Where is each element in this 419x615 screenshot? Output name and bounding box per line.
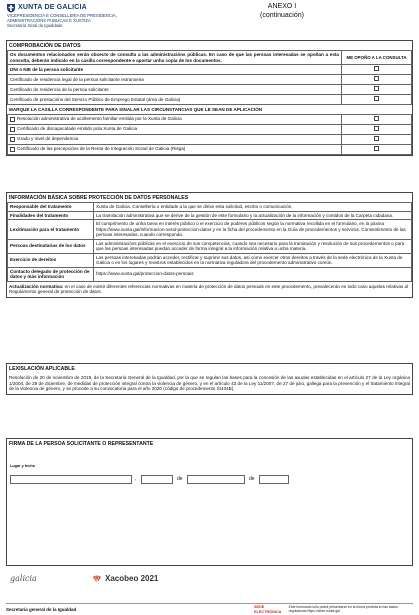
circumstance-label: Grado y nivel de dependencia bbox=[17, 136, 79, 142]
checkbox-cell bbox=[342, 124, 412, 134]
privacy-table bbox=[7, 202, 412, 282]
sede-electronica-block bbox=[254, 605, 414, 614]
dept-line: VICEPRESIDENCIA E CONSELLERÍA DE PRESIDENCIA, bbox=[7, 13, 117, 18]
oppose-checkbox[interactable] bbox=[374, 96, 379, 101]
signature-section bbox=[6, 438, 413, 566]
checkbox-cell bbox=[342, 85, 412, 95]
circumstance-row bbox=[8, 114, 342, 124]
privacy-label: Exercicio de dereitos bbox=[8, 253, 94, 267]
de-separator: de bbox=[249, 476, 255, 482]
privacy-text: La tramitación administrativa que se derive de la gestión de este formulario y la actualización de la información y contidos de la Carpeta cidadana. bbox=[94, 211, 412, 220]
circumstance-checkbox[interactable] bbox=[10, 137, 15, 142]
checkbox-cell bbox=[342, 144, 412, 154]
privacy-link[interactable]: https://www.xunta.gal/proteccion-datos-persoais bbox=[94, 267, 412, 281]
page-header bbox=[6, 3, 413, 39]
oppose-checkbox[interactable] bbox=[374, 146, 379, 151]
annex-title: ANEXO I bbox=[267, 3, 297, 10]
department-lines bbox=[6, 14, 206, 28]
checkbox-cell bbox=[342, 134, 412, 144]
footer-divider bbox=[6, 603, 413, 604]
oppose-checkbox[interactable] bbox=[374, 66, 379, 71]
sede-text: Este formulario sólo podrá presentarse en la forma prevista en las bases reguladoras https://sede.xunta.gal bbox=[288, 605, 398, 614]
verification-item: Certificado de prestacións del Servizo Público de Emprego Estatal (área de Galicia) bbox=[8, 95, 342, 105]
verification-item: Certificado de residencia legal de la persoa solicitante extranxeira bbox=[8, 75, 342, 85]
update-label: Actualización normativa: bbox=[9, 283, 64, 289]
galicia-logo: galicia bbox=[10, 574, 37, 583]
place-date-label: Lugar y fecha bbox=[10, 464, 35, 468]
update-text: en el caso de existir diferentes referencias normativas en materia de protección de datos persoais en este procedemento, prevalecerán en todo caso aquelas relativas al Regulamento general de protección de datos. bbox=[9, 283, 409, 295]
circumstance-row bbox=[8, 134, 342, 144]
section-title: FIRMA DE LA PERSOA SOLICITANTE O REPRESENTANTE bbox=[9, 441, 154, 447]
verification-table bbox=[7, 50, 412, 105]
circumstance-row bbox=[8, 124, 342, 134]
circumstances-title: MARQUE LA CASILLA CORRESPONDENTE PARA SINALAR LAS CIRCUNSTANCIAS QUE LE SEAN DE APLICACIÓN bbox=[9, 107, 263, 113]
xacobeo-text: Xacobeo 2021 bbox=[105, 574, 159, 584]
privacy-label: Contacto delegado de protección de datos y más información bbox=[8, 267, 94, 281]
circumstance-checkbox[interactable] bbox=[10, 117, 15, 122]
privacy-label: Lexitimación para el tratamento bbox=[8, 220, 94, 240]
privacy-label: Persoas destinatarias de los datos bbox=[8, 239, 94, 253]
circumstance-label: Resolución administrativa de acollemento familiar emitida por la Xunta de Galicia bbox=[17, 116, 182, 122]
oppose-checkbox[interactable] bbox=[374, 136, 379, 141]
xunta-logo-block bbox=[6, 3, 206, 28]
privacy-text: Xunta de Galicia. Consellería o entidade a la que se dirixe esta solicitud, escrito o comunicación. bbox=[94, 203, 412, 212]
xacobeo-shell-icon bbox=[92, 574, 102, 584]
privacy-text: Las administracións públicas en el exercicio de sus competencias, cuando sea necesario para la tramitación y resolución de sus procedementos o para que las persoas interesadas puedan acceder de forma integral a la información relativa a unha materia. bbox=[94, 239, 412, 253]
circumstance-label: Certificado de discapacidade emitido pola Xunta de Galicia bbox=[17, 126, 138, 132]
comma-separator: , bbox=[135, 476, 137, 482]
circumstance-row bbox=[8, 144, 342, 154]
section-title: LEXISLACIÓN APLICABLE bbox=[9, 366, 75, 372]
sede-logo: SEDE ELECTRÓNICA bbox=[254, 605, 282, 614]
data-verification-section bbox=[6, 40, 413, 156]
dept-line: ADMINISTRACIÓNS PÚBLICAS E XUSTIZA bbox=[7, 17, 91, 23]
page-footer bbox=[6, 570, 413, 615]
privacy-label: Responsable del tratamento bbox=[8, 203, 94, 212]
regulation-update-note bbox=[7, 282, 412, 297]
verification-item: DNI o NIE de la persoa solicitante bbox=[8, 65, 342, 75]
verification-intro: Os documentos relacionados serán obxecto de consulta a las administracións públicas. En caso de que las persoas interesadas se opoñan a esta consulta, deberán indicalo en la casilla correspondente e aportar unha copia de los documentos. bbox=[8, 51, 342, 65]
xacobeo-logo bbox=[92, 574, 158, 584]
xunta-shield-icon bbox=[6, 3, 16, 13]
oppose-checkbox[interactable] bbox=[374, 86, 379, 91]
legislation-text: Resolución de 20 de novembro de 2019, de la Secretaría General de la Igualdad, por la que se regulan las bases para la concesión de las axudas establecidas en el artículo 27 de la Ley orgánica 1/2004, de 28 de diciembre, de medidas de protección integral contra la violencia de género, y en el artículo 43 de la Ley 11/2007, de 27 de julio, gallega para la prevención y el tratamiento integral de la violencia de género, y se procede a su convocatoria para el año 2020 (código de procedemento SI434B). bbox=[9, 375, 410, 392]
oppose-checkbox[interactable] bbox=[374, 126, 379, 131]
privacy-text: El cumprimento de unha tarea en interés público o el exercicio de poderes públicos según la normativa recollida en el formulario, en la páxina https://www.xunta.gal/informacion-xeral-proteccion-datos y en la ficha del procedemento en la Guía de procedementos y servizos. Consentimento de las persoas interesadas, cuando corresponda. bbox=[94, 220, 412, 240]
circumstance-checkbox[interactable] bbox=[10, 127, 15, 132]
secretary-name: Secretaría general de la Igualdad bbox=[6, 607, 77, 612]
checkbox-cell bbox=[342, 114, 412, 124]
org-name: XUNTA DE GALICIA bbox=[18, 3, 87, 11]
section-title: COMPROBACIÓN DE DATOS bbox=[9, 43, 81, 49]
data-protection-section bbox=[6, 192, 413, 298]
circumstance-label: Certificado de las percepcións de la Renta de Integración Social de Galicia (Risga) bbox=[17, 146, 186, 152]
privacy-label: Finalidades del tratamento bbox=[8, 211, 94, 220]
circumstances-table bbox=[7, 114, 412, 155]
place-field[interactable] bbox=[10, 475, 132, 484]
annex-heading bbox=[242, 3, 322, 21]
checkbox-cell bbox=[342, 65, 412, 75]
month-field[interactable] bbox=[187, 475, 245, 484]
oppose-checkbox[interactable] bbox=[374, 116, 379, 121]
de-separator: de bbox=[177, 476, 183, 482]
year-field[interactable] bbox=[259, 475, 289, 484]
oppose-column-header: ME OPOÑO A LA CONSULTA bbox=[342, 51, 412, 65]
privacy-text: Las persoas interesadas podrán acceder, rectificar y suprimir sus datos, así como exercer otros dereitos a través de la sede electrónica de la Xunta de Galicia o en los lugares y rexistros establecidos en la normativa reguladora del procedemento administrativo común. bbox=[94, 253, 412, 267]
legislation-section bbox=[6, 363, 413, 395]
checkbox-cell bbox=[342, 75, 412, 85]
oppose-checkbox[interactable] bbox=[374, 76, 379, 81]
checkbox-cell bbox=[342, 95, 412, 105]
verification-item: Certificado de residencia de la persoa solicitante bbox=[8, 85, 342, 95]
day-field[interactable] bbox=[141, 475, 173, 484]
dept-line: Secretaría Xeral da Igualdade bbox=[7, 22, 63, 28]
annex-subtitle: (continuación) bbox=[260, 11, 304, 19]
circumstance-checkbox[interactable] bbox=[10, 147, 15, 152]
section-title: INFORMACIÓN BÁSICA SOBRE PROTECCIÓN DE DATOS PERSONALES bbox=[9, 195, 189, 201]
